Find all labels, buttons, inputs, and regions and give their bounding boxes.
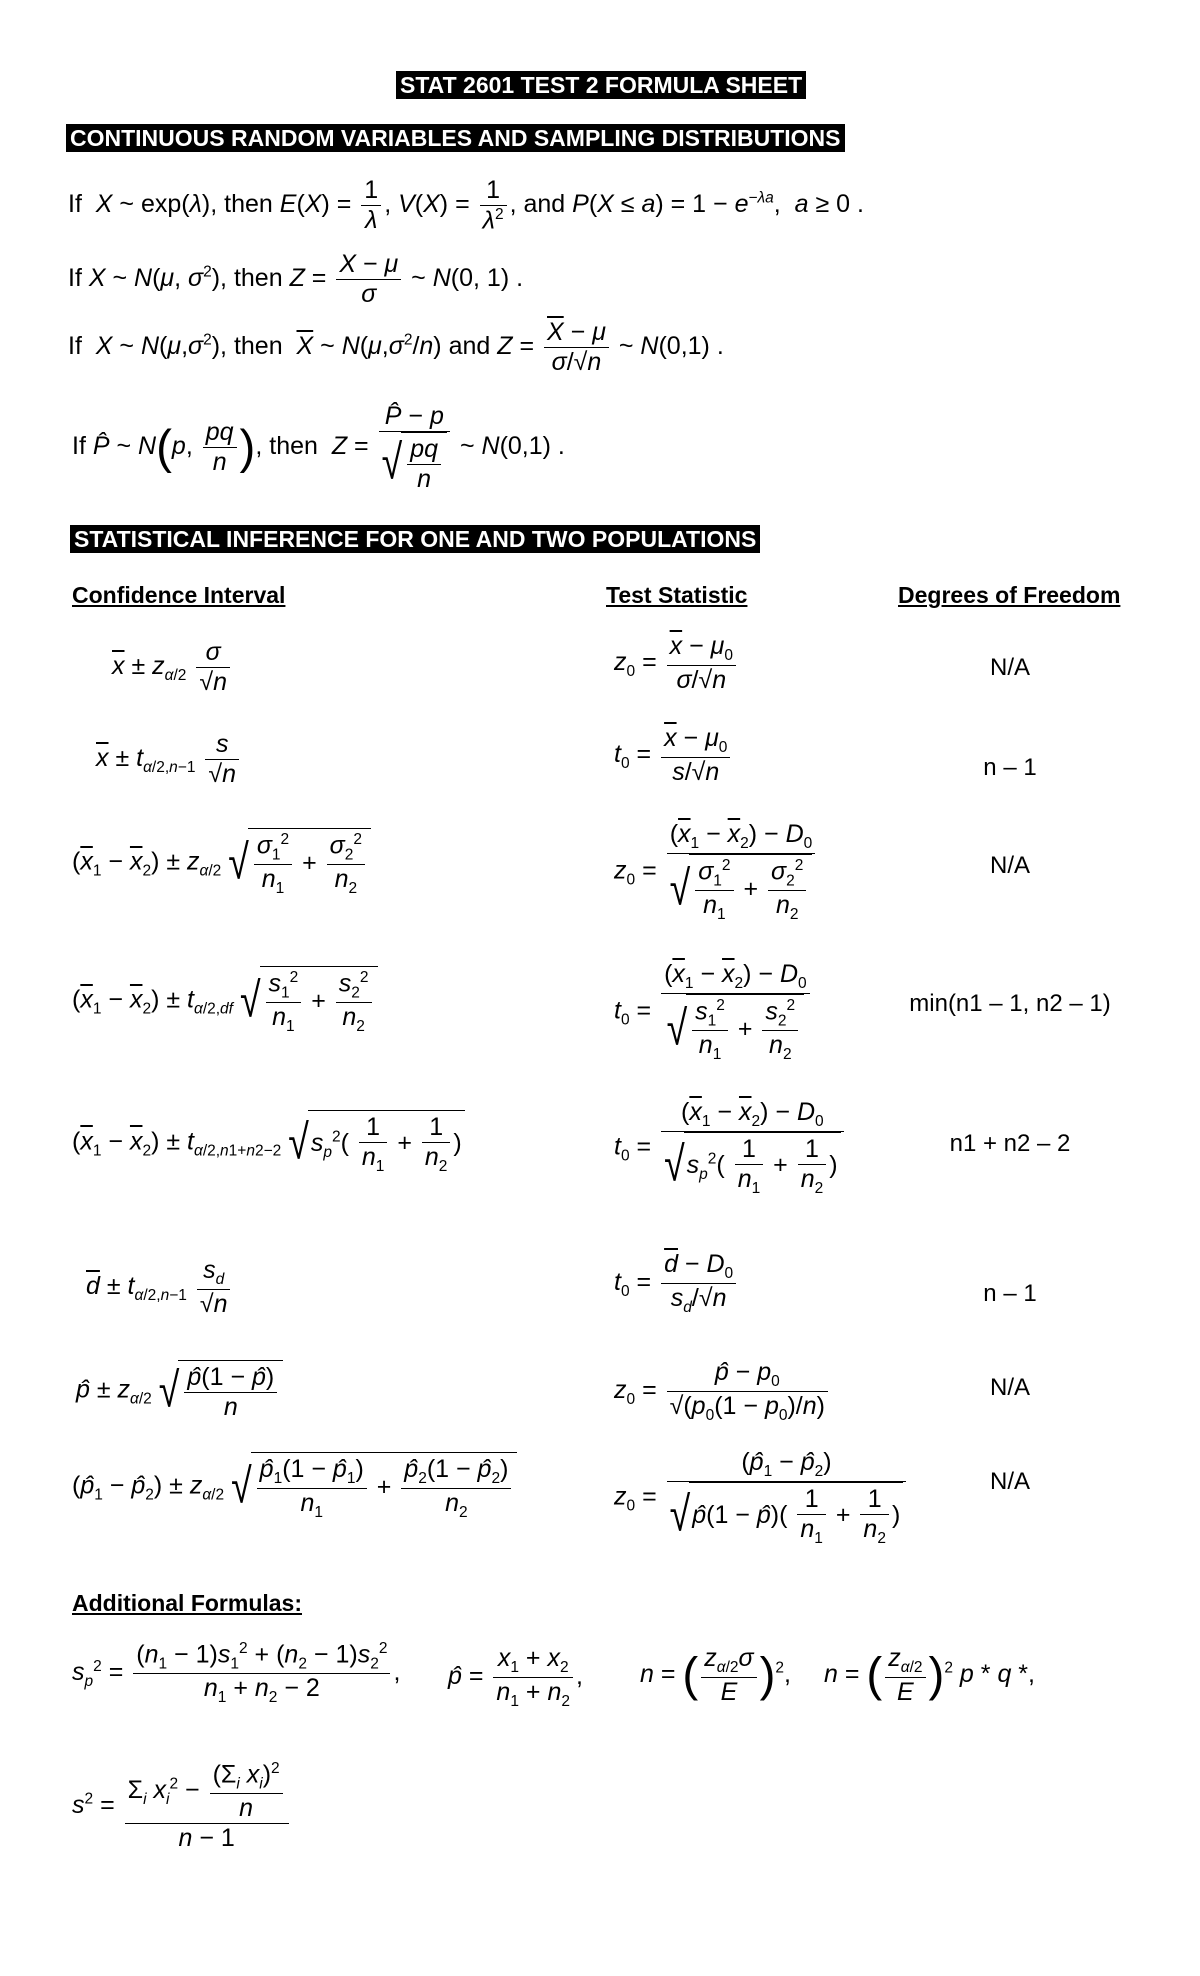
ci-two-proportions: ($p̂_1$ − $p̂_2) \pm z_{\alpha/2}$ √ $\frac{p̂_1(1 - p̂_1)}{n_1}$ + $\frac{p̂_2(1 - p̂_2)}{n_2}$ [72, 1452, 517, 1522]
formula-sample-size-mean: n = ( $\frac{z_{\alpha/2}\sigma}{E}$ )$^2$, [640, 1644, 791, 1706]
sheet-title: STAT 2601 TEST 2 FORMULA SHEET [396, 71, 806, 99]
df-value: n – 1 [983, 754, 1037, 781]
df-value: N/A [989, 852, 1030, 879]
ci-proportion: p̂ ± $z_{\alpha/2}$ √ $\frac{p̂(1 - p̂)}{n}$ [76, 1360, 283, 1422]
ts-two-means-known-sigma: $z_0$ = $(\overline{x}_1 - \overline{x}_2) - D_0$ √ $\frac{\sigma_1^2}{n_1}$ + $\frac{\sigma_2^2}{n_2}$ [614, 820, 818, 924]
section-header-inference: STATISTICAL INFERENCE FOR ONE AND TWO POPULATIONS [70, 525, 760, 553]
ci-two-means-known-sigma: $(\overline{x}_1 - \overline{x}_2) \pm z_{\alpha/2}$ √ $\frac{\sigma_1^2}{n_1}$ + $\frac{\sigma_2^2}{n_2}$ [72, 828, 371, 898]
column-header-test-statistic: Test Statistic [606, 582, 748, 608]
df-value: N/A [989, 654, 1030, 681]
ts-two-means-welch: $t_0$ = $(\overline{x}_1 - \overline{x}_2) - D_0$ √ $\frac{s_1^2}{n_1}$ + $\frac{s_2^2}{n_2}$ [614, 960, 813, 1064]
df-value: N/A [989, 1468, 1030, 1495]
ci-two-means-welch: $(\overline{x}_1 - \overline{x}_2) \pm t_{\alpha/2,df}$ √ $\frac{s_1^2}{n_1}$ + $\frac{s_2^2}{n_2}$ [72, 966, 378, 1036]
formula-normal-standardize: If X ~ N(μ, $\sigma^2$), then Z = $\frac{X - \mu}{\sigma}$ ~ N(0, 1) . [68, 250, 524, 308]
ts-proportion: $z_0$ = $\frac{p̂ - p_0}{√(p_0(1 - p_0)/n)}$ [614, 1358, 831, 1425]
df-value: min(n1 – 1, n2 – 1) [909, 990, 1111, 1017]
ts-paired-difference: $t_0$ = $\frac{\overline{d} - D_0}{s_d/√n}$ [614, 1250, 739, 1317]
ts-mean-unknown-sigma: $t_0$ = $\frac{\overline{x} - \mu_0}{s/√n}$ [614, 724, 733, 787]
formula-sample-size-proportion: n = ( $\frac{z_{\alpha/2}}{E}$ )$^2$ p * q *, [824, 1644, 1035, 1706]
ci-paired-difference: $\overline{d} \pm t_{\alpha/2,n-1}$ $\frac{s_d}{√n}$ [86, 1256, 233, 1319]
ts-two-means-pooled: $t_0$ = $(\overline{x}_1 - \overline{x}_2) - D_0$ $√s_p^2$( $\frac{1}{n_1}$ + $\frac{1}{n_2}$ ) [614, 1098, 847, 1197]
formula-sample-mean-distribution: If X ~ $N(\mu,\sigma^2)$, then $\overline{X}$ ~ $N(\mu,\sigma^2/n)$ and Z = $\frac{\overline{X} - \mu}{\sigma/√n}$ ~ N(0,1) . [68, 318, 724, 376]
df-value: N/A [989, 1374, 1030, 1401]
column-header-confidence-interval: Confidence Interval [72, 582, 286, 608]
df-value: n – 1 [983, 1280, 1037, 1307]
ci-mean-known-sigma: $\overline{x} \pm z_{\alpha/2}$ $\frac{\sigma}{√n}$ [112, 638, 233, 697]
ci-two-means-pooled: $(\overline{x}_1 - \overline{x}_2) \pm t_{\alpha/2,n1+n2-2}$ $√s_p^2$( $\frac{1}{n_1}$ + $\frac{1}{n_2}$ ) [72, 1110, 465, 1176]
formula-pooled-variance: $s_p^2$ = $\frac{(n_1 - 1)s_1^2 + (n_2 - 1)s_2^2}{n_1 + n_2 - 2}$ , [72, 1640, 401, 1707]
df-value: n1 + n2 – 2 [949, 1130, 1071, 1157]
additional-formulas-header: Additional Formulas: [72, 1590, 302, 1616]
ts-mean-known-sigma: $z_0$ = $\frac{\overline{x} - \mu_0}{\sigma/√n}$ [614, 632, 739, 695]
ts-two-proportions: $z_0$ = ($p̂_1$ − $p̂_2$) √p̂(1 − p̂)( $\frac{1}{n_1}$ + $\frac{1}{n_2}$ ) [614, 1448, 909, 1547]
ci-mean-unknown-sigma: $\overline{x} \pm t_{\alpha/2,n-1}$ $\frac{s}{√n}$ [96, 730, 242, 789]
formula-exponential: If X ~ exp(λ), then E(X) = $\frac{1}{\lambda}$ , V(X) = $\frac{1}{\lambda^2}$ , and $P(X \le a) = 1 - e^{-\lambda a}$, a ≥ 0 . [68, 176, 864, 235]
formula-pooled-proportion: p̂ = $\frac{x_1 + x_2}{n_1 + n_2}$ , [448, 1644, 583, 1710]
section-header-continuous: CONTINUOUS RANDOM VARIABLES AND SAMPLING DISTRIBUTIONS [66, 124, 845, 152]
column-header-degrees-of-freedom: Degrees of Freedom [898, 582, 1121, 608]
formula-sample-proportion-distribution: If P̂ ~ N(p, $\frac{pq}{n}$ ), then Z = P̂ − p √ $\frac{pq}{n}$ ~ N(0,1) . [72, 402, 565, 493]
formula-sample-variance: $s^2$ = $\Sigma_i$ $x_i^2$ − $\frac{(\Sigma_i x_i)^2}{n}$ n − 1 [72, 1760, 292, 1853]
